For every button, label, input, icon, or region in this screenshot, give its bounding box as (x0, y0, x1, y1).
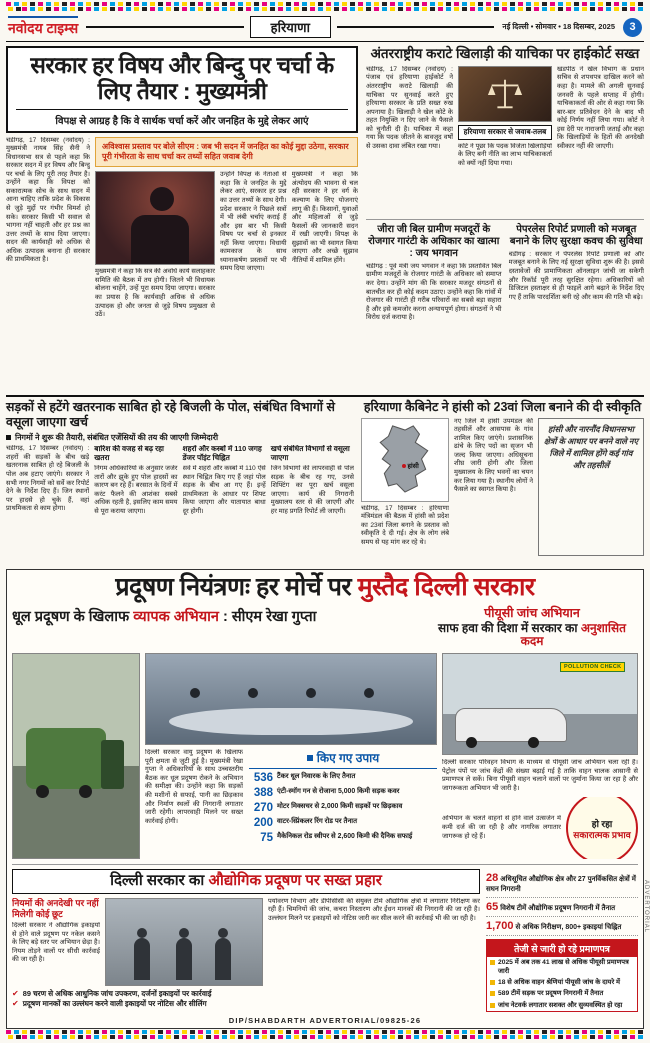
edition-title: हरियाणा (250, 16, 331, 38)
top-section (0, 42, 650, 393)
stat-line (486, 898, 638, 917)
person-silhouette (306, 688, 316, 698)
lead-paragraph: उन्होंने विपक्ष के नेताओं से कहा कि वे जनहित के मुद्दे लेकर आएं, सरकार हर प्रश्न का उत्तर तथ्यों के साथ देगी। प्रदेश सरकार ने पिछले सत्रों में भी लंबी चर्चाएं कराई हैं और इस बार भी किसी विषय पर चर्चा से इनकार नहीं किया जाएगा। विधायी कामकाज के साथ ध्यानाकर्षण प्रस्तावों पर भी समय दिया जाएगा। (220, 171, 287, 273)
puc-bottom-row (442, 797, 638, 859)
hansi-row (361, 418, 644, 556)
court-headline: अंतरराष्ट्रीय कराटे खिलाड़ी की याचिका पर हाईकोर्ट सख्त (370, 46, 640, 61)
haryana-map-shape (374, 423, 436, 497)
subhead-red: व्यापक अभियान (133, 608, 219, 625)
lead-headline: सरकार हर विषय और बिन्दु पर चर्चा के लिए तैयार : मुख्यमंत्री (30, 52, 334, 104)
rule-line (86, 26, 243, 28)
right-duo (366, 219, 644, 391)
advertorial-center (145, 653, 437, 859)
court-caption: हरियाणा सरकार से जवाब-तलब (458, 125, 552, 140)
lead-highlight-quote: अविश्वास प्रस्ताव पर बोले सीएम : जब भी सदन में जनहित का कोई मुद्दा उठेगा, सरकार पूरी गंभीरता के साथ चर्चा कर तथ्यों सहित जवाब देगी (95, 137, 358, 168)
map-label: हांसी (402, 461, 419, 470)
paperless-headline: पेपरलेस रिपोर्ट प्रणाली को मजबूत बनाने के लिए सुरक्षा कवच की सुविधा (509, 223, 643, 247)
advertorial-center-row (145, 749, 437, 859)
certificate-item (487, 977, 637, 988)
person-silhouette (248, 688, 258, 698)
court-body (366, 66, 644, 214)
water-tanker-photo (12, 653, 140, 859)
lead-paragraph: मुख्यमंत्री ने कहा कि अंत्योदय की भावना से चल रही सरकार ने हर वर्ग के कल्याण के लिए योजनाएं लागू की हैं। किसानों, युवाओं और महिलाओं से जुड़े फैसलों की जानकारी सदन में रखी जाएगी। विपक्ष के सुझावों का भी स्वागत किया जाएगा और अच्छे सुझाव नीतियों में शामिल होंगे। (291, 171, 358, 264)
industrial-subhead: नियमों की अनदेखी पर नहीं मिलेगी कोई छूट (12, 897, 99, 919)
wheel (528, 737, 539, 748)
bullet-square-icon (490, 1003, 495, 1008)
impact-badge (566, 797, 638, 859)
industrial-headline-box (12, 869, 480, 894)
dot-strip (6, 7, 644, 11)
rule-line (337, 26, 494, 28)
puc-column-header (426, 604, 638, 650)
stat-line (486, 917, 638, 936)
poles-paragraph: चंडीगढ़, 17 दिसम्बर (नवोदय) : शहरों की सड़कों के बीच खड़े खतरनाक साबित हो रहे बिजली के पोल अब हटाए जाएंगे। सरकार ने सभी नगर निगमों को सर्वे कर रिपोर्ट देने के निर्देश दिए हैं। जिन स्थानों पर हादसे हो चुके हैं, वहां प्राथमिकता से काम होगा। (6, 445, 90, 513)
article-court (366, 46, 644, 214)
poles-bullet (6, 432, 354, 443)
industrial-row (12, 898, 480, 986)
stat-text: विशेष टीमें औद्योगिक प्रदूषण निगरानी में तैनात (500, 904, 616, 912)
hansi-paragraph: चंडीगढ़, 17 दिसम्बर : हरियाणा मंत्रिमंडल की बैठक में हांसी को प्रदेश का 23वां जिला बनाने के प्रस्ताव को स्वीकृति दे दी गई। क्षेत्र के लोग लंबे समय से यह मांग कर रहे थे। (361, 504, 449, 546)
poles-headline: सड़कों से हटेंगे खतरनाक साबित हो रहे बिजली के पोल, संबंधित विभागों से वसूला जाएगा खर्च (6, 399, 335, 429)
puc-column (442, 653, 638, 859)
check-text: प्रदूषण मानकों का उल्लंघन करने वाली इकाइयों पर नोटिस और सीलिंग (22, 999, 207, 1009)
lead-paragraph: मुख्यमंत्री ने कहा कि सत्र की अवधि कार्य सलाहकार समिति की बैठक में तय होगी। जितने भी विधायक बोलना चाहेंगे, उन्हें पूरा समय दिया जाएगा। सरकार का प्रयास है कि कार्यवाही अधिक से अधिक उत्पादक हो और जनता से जुड़े विषय प्रमुखता से उठें। (95, 268, 215, 319)
court-paragraph: खंडपीठ ने खेल विभाग के प्रधान सचिव से शपथपत्र दाखिल करने को कहा है। मामले की अगली सुनवाई जनवरी के पहले सप्ताह में होगी। याचिकाकर्ता की ओर से कहा गया कि बार-बार प्रतिवेदन देने के बाद भी कोई निर्णय नहीं लिया गया। कोर्ट ने इस देरी पर नाराजगी जताई और कहा कि खिलाड़ियों के हितों की अनदेखी स्वीकार नहीं की जाएगी। (557, 65, 644, 150)
poles-paragraph: सर्वे में शहरों और कस्बों में 110 ऐसे स्थान चिह्नित किए गए हैं जहां पोल सड़क के बीच आ गए हैं। इन्हें प्राथमिकता के आधार पर शिफ्ट किया जाएगा और यातायात बाधा दूर होगी। (182, 465, 266, 515)
certificate-text: जांच नेटवर्क लगातार सशक्त और सुव्यवस्थित हो रहा (498, 1001, 623, 1009)
industrial-headline-red: औद्योगिक प्रदूषण पर सख्त प्रहार (208, 872, 382, 890)
industrial-body: दिल्ली सरकार ने औद्योगिक इकाइयों से होने वाले प्रदूषण पर नकेल कसने के लिए बड़े स्तर पर अभियान छेड़ा है। नियम तोड़ने वालों पर सीधी कार्रवाई की जा रही है। (12, 922, 100, 964)
industrial-left (12, 869, 480, 1012)
measure-item (249, 833, 437, 845)
puc-tag: पीयूसी जांच अभियान (484, 605, 580, 620)
industrial-right (486, 869, 638, 1012)
court-photo-column (458, 66, 552, 214)
article-paperless (509, 224, 645, 391)
measure-number: 75 (260, 831, 273, 844)
cm-photo (95, 171, 215, 265)
bullet-square-icon (490, 960, 495, 965)
lead-deck: विपक्ष से आग्रह है कि वे सार्थक चर्चा करें और जनहित के मुद्दे लेकर आएं (16, 109, 348, 128)
poles-column (271, 445, 354, 561)
measures-panel (249, 749, 437, 859)
person-silhouette-head (150, 187, 174, 211)
poles-subhead: शहरों और कस्बों में 110 जगह डेंजर पॉइंट चिह्नित (182, 445, 262, 463)
lead-mid-row (95, 171, 358, 382)
puc-headline-red: अनुशासित कदम (520, 620, 626, 649)
newspaper-logo: नवोदय टाइम्स (8, 16, 78, 38)
industrial-subcolumn (12, 898, 100, 986)
court-paragraph: चंडीगढ़, 17 दिसम्बर (नवोदय) : पंजाब एवं हरियाणा हाईकोर्ट ने अंतरराष्ट्रीय कराटे खिलाड़ी की याचिका पर सुनवाई करते हुए हरियाणा सरकार के प्रति सख्त रुख अपनाया है। खिलाड़ी ने खेल कोटे के तहत नियुक्ति न दिए जाने के फैसले को चुनौती दी है। याचिका में कहा गया कि पदक जीतने के बावजूद वर्षों से उसका दावा लंबित रखा गया। (366, 65, 453, 150)
industrial-headline-black: दिल्ली सरकार का (110, 872, 205, 890)
certificate-text: 2025 में अब तक 41 लाख से अधिक पीयूसी प्रमाणपत्र जारी (498, 959, 629, 975)
poles-column (183, 445, 266, 561)
industrial-section (12, 864, 638, 1012)
badge-line-1: हो रहा (591, 818, 613, 829)
measures-title-text: किए गए उपाय (316, 751, 380, 766)
certificate-item (487, 988, 637, 999)
dust-campaign-body: दिल्ली सरकार वायु प्रदूषण के खिलाफ पूरी क्षमता से जुटी हुई है। मुख्यमंत्री रेखा गुप्ता ने अधिकारियों के साथ उच्चस्तरीय बैठक कर धूल प्रदूषण रोकने के अभियान की समीक्षा की। उन्होंने कहा कि सड़कों की मशीनों से सफाई, पानी का छिड़काव और निर्माण स्थलों की निगरानी लगातार जारी रहेगी। लापरवाही मिलने पर सख्त कार्रवाई होगी। (145, 749, 243, 825)
wheel (466, 737, 477, 748)
measure-number: 270 (253, 801, 273, 814)
bullet-square-icon (307, 755, 313, 761)
person-silhouette (215, 938, 231, 980)
dot-strip (6, 1035, 644, 1039)
industrial-checklist (12, 989, 480, 1011)
stat-number: 65 (486, 900, 499, 913)
certificate-text: 589 टीमें सड़क पर प्रदूषण निगरानी में तैनात (498, 990, 604, 998)
article-lead (6, 46, 358, 391)
measure-number: 200 (253, 816, 273, 829)
dateline: नई दिल्ली • सोमवार • 18 दिसम्बर, 2025 (502, 22, 615, 31)
advertorial-section (6, 569, 644, 1029)
poles-subhead: बारिश की वजह से बढ़ रहा खतरा (94, 445, 164, 463)
scales-icon (486, 75, 524, 113)
measure-number: 388 (253, 786, 273, 799)
hansi-quote-box: हांसी और नारनौंद विधानसभा क्षेत्रों के आधार पर बनने वाले नए जिले में शामिल होंगे कई गांव और तहसीलें (538, 418, 644, 556)
page-number-badge: 3 (623, 18, 642, 37)
puc-body: दिल्ली सरकार परिवहन विभाग के माध्यम से पीयूसी जांच अभियान चला रही है। पेट्रोल पंपों पर जांच केंद्रों की संख्या बढ़ाई गई है ताकि वाहन चालक आसानी से प्रमाणपत्र ले सकें। बिना पीयूसी वाहन चलाने वालों पर जुर्माना किया जा रहा है और जागरूकता अभियान भी जारी है। (442, 759, 638, 792)
person-silhouette (134, 938, 150, 980)
haryana-map (361, 418, 449, 502)
lead-paragraph: चंडीगढ़, 17 दिसम्बर (नवोदय) : मुख्यमंत्री नायब सिंह सैनी ने विधानसभा सत्र से पहले कहा कि सरकार सदन में हर विषय और बिन्दु पर चर्चा के लिए पूरी तरह तैयार है। उन्होंने कहा कि विपक्ष को सकारात्मक सोच के साथ सदन में आना चाहिए ताकि प्रदेश के विकास से जुड़े मुद्दों पर गंभीर विमर्श हो सके। सरकार किसी भी सवाल से भागना नहीं चाहती और हर प्रश्न का उत्तर तथ्यों के साथ दिया जाएगा। सदन की कार्यवाही को अधिक से अधिक उत्पादक बनाना ही सरकार की प्राथमिकता है। (6, 136, 90, 264)
masthead-center (86, 16, 494, 38)
measure-item (249, 788, 437, 800)
lead-headline-box (6, 46, 358, 133)
stat-line (486, 869, 638, 897)
advertorial-subrow (12, 604, 638, 650)
court-paragraph: कोर्ट ने पूछा कि पदक विजेता खिलाड़ियों के लिए बनी नीति का लाभ याचिकाकर्ता को क्यों नहीं दिया गया। (458, 142, 552, 167)
stat-number: 1,700 (486, 919, 514, 932)
justice-scales-photo (458, 66, 552, 122)
dip-credit: DIP/SHABDARTH ADVERTORIAL/09825-26 (228, 1016, 422, 1026)
bullet-square-icon (6, 435, 11, 440)
poles-subhead: खर्च संबंधित विभागों से वसूला जाएगा (270, 445, 350, 463)
person-silhouette-body (131, 215, 189, 266)
poles-paragraph: जिन विभागों की लापरवाही से पोल सड़क के बीच रह गए, उनसे शिफ्टिंग का पूरा खर्च वसूला जाएगा। कार्य की निगरानी मुख्यालय स्तर से की जाएगी और हर माह प्रगति रिपोर्ट ली जाएगी। (270, 465, 354, 515)
person-silhouette (364, 688, 374, 698)
certificate-text: 18 से अधिक वाहन श्रेणियां पीयूसी जांच के दायरे में (498, 978, 621, 986)
registration-dots-bottom (0, 1028, 650, 1041)
registration-dots-top (0, 0, 650, 13)
mnrega-headline: जीरा जी बिल ग्रामीण मजदूरों के रोजगार गारंटी के अधिकार का खात्मा : जय भगवान (368, 223, 500, 259)
poles-bullet-text: निगमों ने शुरू की तैयारी, संबंधित एजेंसियों की तय की जाएगी जिम्मेदारी (15, 433, 219, 443)
wheel (36, 785, 49, 798)
article-mnrega (366, 224, 502, 391)
masthead (0, 13, 650, 41)
puc-headline (426, 622, 638, 650)
middle-band (6, 395, 644, 566)
article-poles (6, 400, 354, 562)
person-silhouette (176, 938, 192, 980)
paperless-body: चंडीगढ़ : सरकार ने पेपरलेस रिपोर्ट प्रणाली को और मजबूत बनाने के लिए नई सुरक्षा सुविधा शुरू की है। इससे दस्तावेजों की प्रामाणिकता ऑनलाइन जांची जा सकेगी और रिकॉर्ड पूरी तरह सुरक्षित रहेगा। अधिकारियों को डिजिटल हस्ताक्षर से ही फाइलें आगे बढ़ाने के निर्देश दिए गए हैं ताकि पारदर्शिता बनी रहे और काम की गति भी बढ़े। (508, 250, 644, 301)
subhead-tail: : सीएम रेखा गुप्ता (218, 608, 317, 625)
bullet-square-icon (490, 980, 495, 985)
measure-item (249, 803, 437, 815)
measure-item (249, 818, 437, 830)
dot-strip (6, 1030, 644, 1034)
poles-paragraph: निगम अधिकारियों के अनुसार जर्जर तारों और झुके हुए पोल हादसों का कारण बन रहे हैं। बरसात के दिनों में करंट फैलने की आशंका सबसे अधिक रहती है, इसलिए काम समय से पूरा कराया जाएगा। (94, 465, 178, 515)
hansi-headline: हरियाणा कैबिनेट ने हांसी को 23वां जिला बनाने की दी स्वीकृति (363, 399, 642, 414)
puc-headline-black: साफ हवा की दिशा में सरकार का (438, 620, 578, 635)
industrial-body-mid: पर्यावरण विभाग और डीपीसीसी की संयुक्त टीमें औद्योगिक क्षेत्रों में लगातार निरीक्षण कर रही हैं। चिमनियों की जांच, कचरा निस्तारण और ईंधन मानकों की निगरानी की जा रही है। उल्लंघन मिलने पर इकाइयों को नोटिस जारी कर सील करने की कार्रवाई भी की जा रही है। (268, 897, 480, 922)
measure-text: एंटी-स्मॉग गन से रोजाना 5,000 किमी सड़क कवर (277, 787, 400, 795)
puc-check-photo (442, 653, 638, 755)
advertorial-headline-red: मुस्तैद दिल्ली सरकार (357, 573, 535, 602)
cm-meeting-photo (145, 653, 437, 745)
certificates-box (486, 939, 638, 1012)
dust-campaign-subhead (12, 604, 418, 626)
measures-title (249, 749, 437, 769)
poles-column (6, 445, 89, 561)
wheel (79, 785, 92, 798)
certificates-title: तेजी से जारी हो रहे प्रमाणपत्र (487, 940, 637, 957)
article-hansi (361, 400, 644, 562)
advertorial-main-row (12, 653, 638, 859)
hansi-map-column (361, 418, 449, 556)
tanker-cab (101, 740, 124, 789)
hansi-paragraph: नए जिले में हांसी उपमंडल की तहसीलें और आसपास के गांव शामिल किए जाएंगे। प्रशासनिक ढांचे के लिए पदों का सृजन भी जल्द किया जाएगा। अधिसूचना शीघ्र जारी होगी और जिला मुख्यालय के लिए भवनों का चयन कर लिया गया है। स्थानीय लोगों ने फैसले का स्वागत किया है। (454, 417, 533, 494)
dot-strip (6, 2, 644, 6)
check-line (12, 989, 480, 1000)
mnrega-body: चंडीगढ़ : पूर्व मंत्री जय भगवान ने कहा कि प्रस्तावित बिल ग्रामीण मजदूरों के रोजगार गारंटी के अधिकार को समाप्त कर देगा। उन्होंने मांग की कि सरकार मजदूर संगठनों से बातचीत कर ही कोई कदम उठाए। उन्होंने कहा कि गांवों में रोजगार की गारंटी ही गरीब परिवारों का सबसे बड़ा सहारा है और इसे कमजोर करना अन्यायपूर्ण होगा। संगठनों ने भी विरोध दर्ज कराया है। (366, 262, 502, 322)
measure-text: मोटर मिक्सचर से 2,000 किमी सड़कों पर छिड़काव (277, 802, 403, 810)
pollution-check-sign: POLLUTION CHECK (560, 662, 625, 672)
advertorial-headline-black: प्रदूषण नियंत्रणः हर मोर्चे पर (115, 573, 352, 602)
inspection-photo (105, 898, 263, 986)
vertical-credit: ADVERTORIAL (643, 880, 649, 934)
check-icon: ✔ (12, 988, 19, 998)
stat-number: 28 (486, 872, 499, 885)
poles-columns (6, 445, 354, 561)
certificate-item (487, 1000, 637, 1011)
lead-right (95, 137, 358, 383)
badge-line-2: सकारात्मक प्रभाव (573, 829, 631, 840)
poles-column (94, 445, 177, 561)
person-silhouette (190, 688, 200, 698)
bullet-square-icon (490, 991, 495, 996)
right-column (366, 46, 644, 391)
measure-text: टैंकर धूल निवारक के लिए तैनात (277, 772, 356, 780)
subhead-black: धूल प्रदूषण के खिलाफ (12, 608, 130, 625)
measure-number: 536 (253, 771, 273, 784)
lead-photo-column (95, 171, 215, 382)
check-line (12, 999, 480, 1010)
certificate-item (487, 957, 637, 977)
tanker-body (26, 728, 107, 789)
measure-text: वाटर-स्प्रिंकलर रिंग रोड पर तैनात (277, 817, 357, 825)
puc-body-2: अभियान के चलते वाहनों से होने वाले उत्सर्जन में कमी दर्ज की जा रही है और नागरिक लगातार जागरूक हो रहे हैं। (442, 815, 561, 840)
lead-body (6, 137, 358, 383)
stat-text: अधिसूचित औद्योगिक क्षेत्र और 27 पुनर्विकसित क्षेत्रों में सघन निगरानी (486, 876, 636, 894)
advertorial-headline (12, 574, 638, 600)
measure-item (249, 773, 437, 785)
stat-text: से अधिक निरीक्षण, 800+ इकाइयां चिह्नित (515, 923, 622, 931)
check-icon: ✔ (12, 999, 19, 1009)
check-text: 89 चरण से अधिक आधुनिक जांच उपकरण, दर्जनों इकाइयों पर कार्रवाई (22, 988, 212, 998)
measure-text: मैकेनिकल रोड स्वीपर से 2,600 किमी की दैनिक सफाई (277, 832, 413, 840)
